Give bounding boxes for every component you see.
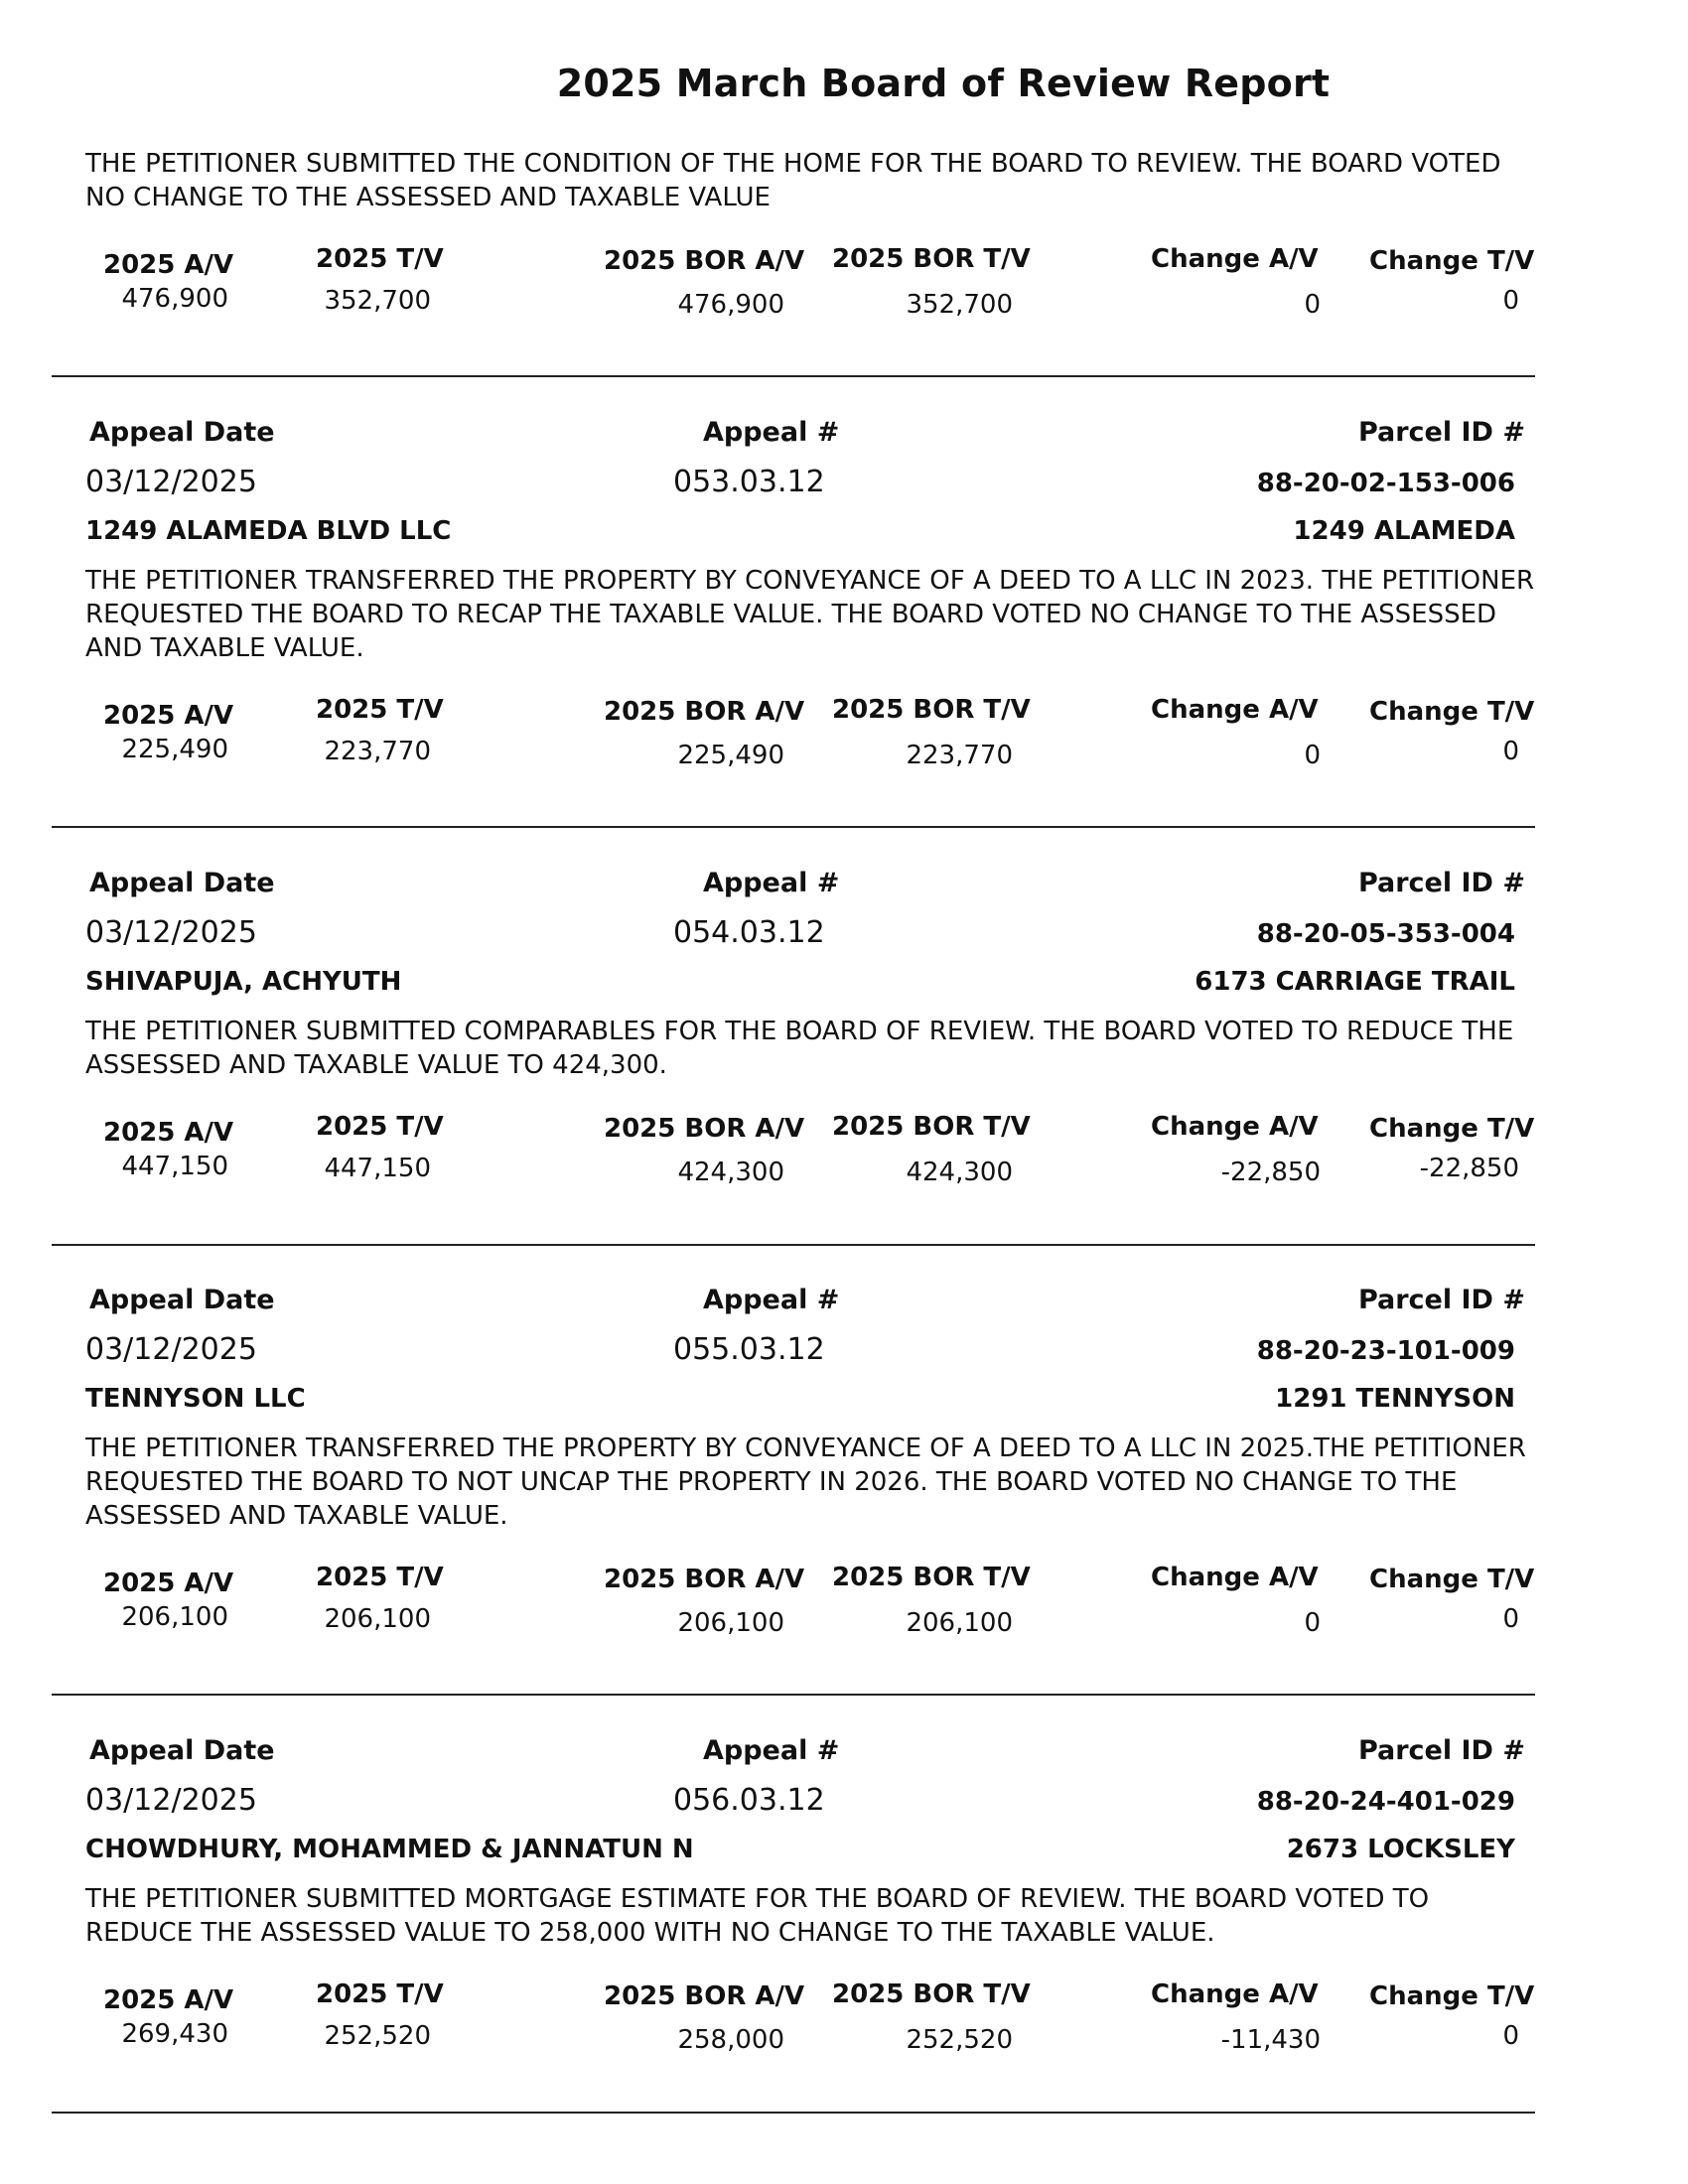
appeal-number: 054.03.12 <box>673 915 825 950</box>
change-tv-value: 0 <box>1502 2021 1519 2051</box>
bor-av-header: 2025 BOR A/V <box>604 697 805 727</box>
tv-value: 252,520 <box>324 2021 431 2051</box>
appeal-date-label: Appeal Date <box>89 868 275 898</box>
change-tv-value: -22,850 <box>1419 1154 1519 1183</box>
divider <box>52 826 1535 828</box>
appeal-date: 03/12/2025 <box>85 1332 257 1367</box>
tv-value: 206,100 <box>324 1604 431 1634</box>
appeal-number-label: Appeal # <box>703 1735 840 1766</box>
change-tv-header: Change T/V <box>1369 1114 1535 1144</box>
owner-name: SHIVAPUJA, ACHYUTH <box>85 967 402 997</box>
bor-av-value: 206,100 <box>677 1608 784 1638</box>
bor-av-header: 2025 BOR A/V <box>604 1565 805 1594</box>
parcel-id: 88-20-24-401-029 <box>1256 1787 1515 1817</box>
property-address: 2673 LOCKSLEY <box>1286 1835 1515 1864</box>
parcel-id-label: Parcel ID # <box>1357 1285 1525 1315</box>
parcel-id: 88-20-05-353-004 <box>1256 919 1515 949</box>
bor-tv-value: 352,700 <box>906 290 1013 320</box>
property-address: 1249 ALAMEDA <box>1293 516 1515 546</box>
change-av-value: 0 <box>1304 290 1321 320</box>
owner-name: TENNYSON LLC <box>85 1384 306 1414</box>
appeal-date-label: Appeal Date <box>89 417 275 448</box>
change-av-header: Change A/V <box>1151 1112 1319 1142</box>
entry-description: THE PETITIONER SUBMITTED MORTGAGE ESTIMATE FOR THE BOARD OF REVIEW. THE BOARD VOTED TO REDUCE THE ASSESSED VALUE TO 258,000 WITH NO CHANGE TO THE TAXABLE VALUE. <box>85 1884 1430 1948</box>
appeal-number: 055.03.12 <box>673 1332 825 1367</box>
change-av-header: Change A/V <box>1151 1563 1319 1592</box>
change-av-value: -11,430 <box>1220 2025 1321 2055</box>
bor-tv-header: 2025 BOR T/V <box>832 695 1031 725</box>
change-av-header: Change A/V <box>1151 1979 1319 2009</box>
change-tv-header: Change T/V <box>1369 1981 1535 2011</box>
bor-av-value: 258,000 <box>677 2025 784 2055</box>
bor-tv-value: 424,300 <box>906 1158 1013 1187</box>
tv-header: 2025 T/V <box>316 1563 444 1592</box>
entry-description: THE PETITIONER TRANSFERRED THE PROPERTY BY CONVEYANCE OF A DEED TO A LLC IN 2025.THE PETITIONER REQUESTED THE BOARD TO NOT UNCAP THE PROPERTY IN 2026. THE BOARD VOTED NO CHANGE TO THE ASSESSED AND TAXABLE VALUE. <box>85 1433 1526 1531</box>
bor-tv-value: 252,520 <box>906 2025 1013 2055</box>
bor-tv-value: 206,100 <box>906 1608 1013 1638</box>
page-title: 2025 March Board of Review Report <box>556 62 1331 105</box>
parcel-id-label: Parcel ID # <box>1357 417 1525 448</box>
entry-description: THE PETITIONER TRANSFERRED THE PROPERTY BY CONVEYANCE OF A DEED TO A LLC IN 2023. THE PETITIONER REQUESTED THE BOARD TO RECAP THE TAXABLE VALUE. THE BOARD VOTED NO CHANGE TO THE ASSESSED AND TAXABLE VALUE. <box>85 566 1535 663</box>
divider <box>52 375 1535 377</box>
appeal-number-label: Appeal # <box>703 1285 840 1315</box>
change-av-value: -22,850 <box>1220 1158 1321 1187</box>
tv-value: 352,700 <box>324 286 431 316</box>
entry-description: THE PETITIONER SUBMITTED COMPARABLES FOR THE BOARD OF REVIEW. THE BOARD VOTED TO REDUCE THE ASSESSED AND TAXABLE VALUE TO 424,300. <box>85 1017 1514 1080</box>
bor-av-header: 2025 BOR A/V <box>604 1114 805 1144</box>
bor-tv-header: 2025 BOR T/V <box>832 244 1031 274</box>
bor-av-value: 225,490 <box>677 741 784 770</box>
bor-av-header: 2025 BOR A/V <box>604 246 805 276</box>
tv-value: 223,770 <box>324 737 431 766</box>
av-value: 476,900 <box>121 284 228 314</box>
parcel-id-label: Parcel ID # <box>1357 868 1525 898</box>
appeal-number-label: Appeal # <box>703 868 840 898</box>
appeal-date: 03/12/2025 <box>85 915 257 950</box>
av-header: 2025 A/V <box>103 701 234 731</box>
bor-av-value: 476,900 <box>677 290 784 320</box>
parcel-id: 88-20-02-153-006 <box>1256 469 1515 498</box>
av-header: 2025 A/V <box>103 1985 234 2015</box>
divider <box>52 2112 1535 2114</box>
av-value: 225,490 <box>121 735 228 764</box>
appeal-number: 053.03.12 <box>673 465 825 499</box>
change-tv-value: 0 <box>1502 1604 1519 1634</box>
appeal-date-label: Appeal Date <box>89 1735 275 1766</box>
entry-description: THE PETITIONER SUBMITTED THE CONDITION OF THE HOME FOR THE BOARD TO REVIEW. THE BOARD VOTED NO CHANGE TO THE ASSESSED AND TAXABLE VALUE <box>85 149 1501 212</box>
bor-tv-header: 2025 BOR T/V <box>832 1563 1031 1592</box>
tv-header: 2025 T/V <box>316 1112 444 1142</box>
av-value: 269,430 <box>121 2019 228 2049</box>
appeal-number: 056.03.12 <box>673 1783 825 1818</box>
appeal-date: 03/12/2025 <box>85 465 257 499</box>
property-address: 1291 TENNYSON <box>1275 1384 1515 1414</box>
appeal-number-label: Appeal # <box>703 417 840 448</box>
owner-name: 1249 ALAMEDA BLVD LLC <box>85 516 452 546</box>
bor-av-value: 424,300 <box>677 1158 784 1187</box>
change-tv-value: 0 <box>1502 737 1519 766</box>
change-av-header: Change A/V <box>1151 695 1319 725</box>
divider <box>52 1244 1535 1246</box>
tv-header: 2025 T/V <box>316 1979 444 2009</box>
appeal-date-label: Appeal Date <box>89 1285 275 1315</box>
bor-tv-header: 2025 BOR T/V <box>832 1979 1031 2009</box>
tv-header: 2025 T/V <box>316 695 444 725</box>
tv-value: 447,150 <box>324 1154 431 1183</box>
change-tv-header: Change T/V <box>1369 1565 1535 1594</box>
bor-tv-value: 223,770 <box>906 741 1013 770</box>
bor-tv-header: 2025 BOR T/V <box>832 1112 1031 1142</box>
change-av-value: 0 <box>1304 741 1321 770</box>
change-tv-header: Change T/V <box>1369 697 1535 727</box>
change-av-value: 0 <box>1304 1608 1321 1638</box>
appeal-date: 03/12/2025 <box>85 1783 257 1818</box>
av-header: 2025 A/V <box>103 1118 234 1148</box>
property-address: 6173 CARRIAGE TRAIL <box>1195 967 1515 997</box>
owner-name: CHOWDHURY, MOHAMMED & JANNATUN N <box>85 1835 694 1864</box>
parcel-id-label: Parcel ID # <box>1357 1735 1525 1766</box>
tv-header: 2025 T/V <box>316 244 444 274</box>
divider <box>52 1694 1535 1696</box>
av-header: 2025 A/V <box>103 250 234 280</box>
parcel-id: 88-20-23-101-009 <box>1256 1336 1515 1366</box>
av-value: 447,150 <box>121 1152 228 1181</box>
change-tv-value: 0 <box>1502 286 1519 316</box>
change-tv-header: Change T/V <box>1369 246 1535 276</box>
av-value: 206,100 <box>121 1602 228 1632</box>
change-av-header: Change A/V <box>1151 244 1319 274</box>
bor-av-header: 2025 BOR A/V <box>604 1981 805 2011</box>
av-header: 2025 A/V <box>103 1569 234 1598</box>
